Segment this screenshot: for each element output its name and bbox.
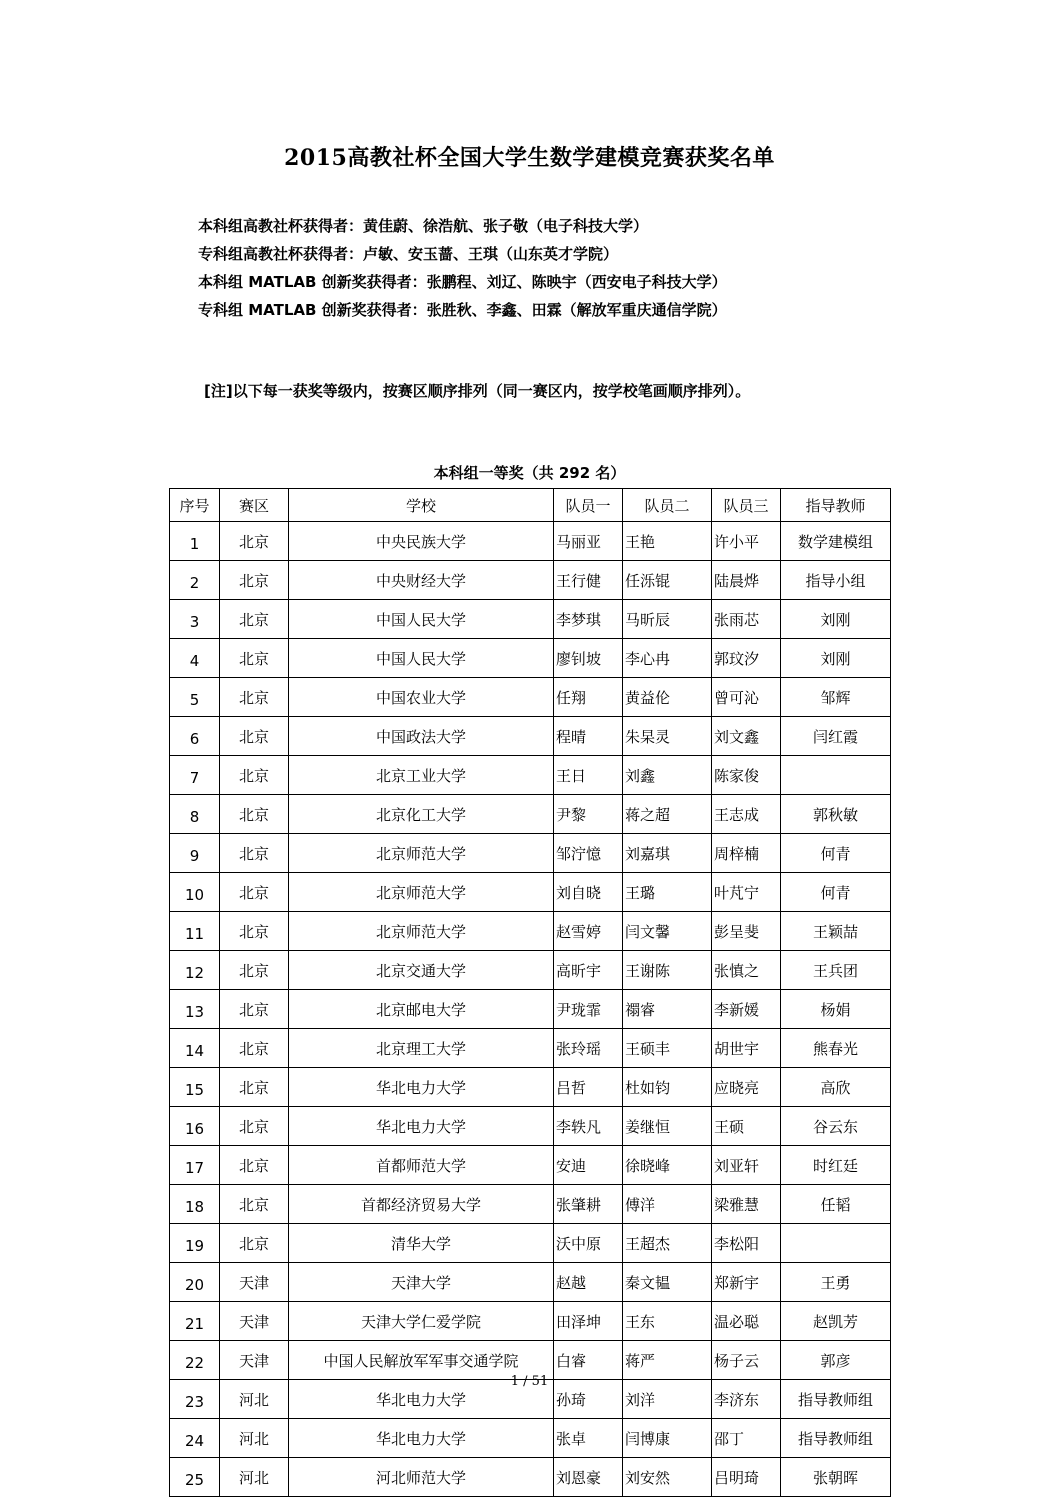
- cell-member-3: 梁雅慧: [712, 1185, 781, 1224]
- cell-member-2: 蒋之超: [623, 795, 712, 834]
- cell-member-1: 任翔: [554, 678, 623, 717]
- cell-member-1: 邹泞憶: [554, 834, 623, 873]
- cell-index: 9: [170, 834, 220, 873]
- cell-member-2: 王东: [623, 1302, 712, 1341]
- cell-advisor: 张朝晖: [781, 1458, 891, 1497]
- cell-region: 北京: [220, 951, 289, 990]
- cell-region: 北京: [220, 795, 289, 834]
- cell-index: 14: [170, 1029, 220, 1068]
- cell-member-3: 李松阳: [712, 1224, 781, 1263]
- cell-school: 中国政法大学: [289, 717, 554, 756]
- cell-member-1: 赵越: [554, 1263, 623, 1302]
- cell-index: 13: [170, 990, 220, 1029]
- cell-index: 4: [170, 639, 220, 678]
- cell-index: 17: [170, 1146, 220, 1185]
- cell-index: 21: [170, 1302, 220, 1341]
- cell-region: 河北: [220, 1458, 289, 1497]
- cell-member-2: 李心冉: [623, 639, 712, 678]
- cell-member-1: 王行健: [554, 561, 623, 600]
- cell-member-3: 王硕: [712, 1107, 781, 1146]
- header-member-2: 队员二: [623, 489, 712, 522]
- cell-region: 天津: [220, 1263, 289, 1302]
- cell-region: 北京: [220, 1146, 289, 1185]
- cell-member-2: 王璐: [623, 873, 712, 912]
- cell-member-3: 应晓亮: [712, 1068, 781, 1107]
- cell-member-1: 李梦琪: [554, 600, 623, 639]
- page-number: 1 / 51: [510, 1374, 549, 1389]
- cell-member-3: 刘亚轩: [712, 1146, 781, 1185]
- cell-school: 北京交通大学: [289, 951, 554, 990]
- cell-index: 19: [170, 1224, 220, 1263]
- cell-member-2: 姜继恒: [623, 1107, 712, 1146]
- cell-member-1: 沃中原: [554, 1224, 623, 1263]
- cell-member-2: 闫博康: [623, 1419, 712, 1458]
- cell-member-1: 高昕宇: [554, 951, 623, 990]
- cell-member-3: 胡世宇: [712, 1029, 781, 1068]
- cell-member-3: 邵丁: [712, 1419, 781, 1458]
- cell-school: 北京师范大学: [289, 912, 554, 951]
- cell-member-1: 尹珑霏: [554, 990, 623, 1029]
- cell-member-2: 禤睿: [623, 990, 712, 1029]
- table-row: [170, 756, 891, 795]
- table-row: [170, 600, 891, 639]
- header-region: 赛区: [220, 489, 289, 522]
- cell-member-1: 吕哲: [554, 1068, 623, 1107]
- cell-school: 中国农业大学: [289, 678, 554, 717]
- table-caption: 本科组一等奖（共 292 名）: [433, 464, 626, 482]
- award-line-undergrad-matlab: 本科组 MATLAB 创新奖获得者：张鹏程、刘辽、陈映宇（西安电子科技大学）: [198, 273, 727, 291]
- cell-member-3: 曾可沁: [712, 678, 781, 717]
- cell-member-3: 李新媛: [712, 990, 781, 1029]
- cell-region: 北京: [220, 1185, 289, 1224]
- cell-region: 北京: [220, 600, 289, 639]
- cell-index: 6: [170, 717, 220, 756]
- cell-member-2: 刘鑫: [623, 756, 712, 795]
- cell-advisor: 王勇: [781, 1263, 891, 1302]
- cell-region: 河北: [220, 1419, 289, 1458]
- cell-index: 22: [170, 1341, 220, 1380]
- cell-index: 24: [170, 1419, 220, 1458]
- table-row: [170, 522, 891, 561]
- cell-advisor: 赵凯芳: [781, 1302, 891, 1341]
- table-row: [170, 1224, 891, 1263]
- page-title: 2015高教社杯全国大学生数学建模竞赛获奖名单: [284, 145, 775, 171]
- cell-advisor: 杨娟: [781, 990, 891, 1029]
- cell-school: 天津大学仁爱学院: [289, 1302, 554, 1341]
- cell-member-1: 廖钊坡: [554, 639, 623, 678]
- cell-school: 北京理工大学: [289, 1029, 554, 1068]
- cell-advisor: 何青: [781, 873, 891, 912]
- table-row: [170, 1263, 891, 1302]
- cell-member-1: 刘自晓: [554, 873, 623, 912]
- cell-school: 北京师范大学: [289, 834, 554, 873]
- cell-member-1: 王日: [554, 756, 623, 795]
- table-row: [170, 1458, 891, 1497]
- cell-region: 北京: [220, 873, 289, 912]
- cell-index: 23: [170, 1380, 220, 1419]
- table-row: [170, 873, 891, 912]
- ordering-note: [注]以下每一获奖等级内，按赛区顺序排列（同一赛区内，按学校笔画顺序排列）。: [204, 382, 751, 400]
- cell-advisor: 邹辉: [781, 678, 891, 717]
- cell-member-2: 闫文馨: [623, 912, 712, 951]
- table-row: [170, 561, 891, 600]
- cell-advisor: 熊春光: [781, 1029, 891, 1068]
- header-member-1: 队员一: [554, 489, 623, 522]
- cell-school: 华北电力大学: [289, 1419, 554, 1458]
- cell-school: 河北师范大学: [289, 1458, 554, 1497]
- table-row: [170, 1029, 891, 1068]
- cell-region: 北京: [220, 1029, 289, 1068]
- cell-region: 北京: [220, 1107, 289, 1146]
- cell-region: 天津: [220, 1302, 289, 1341]
- cell-member-3: 郑新宇: [712, 1263, 781, 1302]
- cell-member-1: 李轶凡: [554, 1107, 623, 1146]
- cell-advisor: 指导教师组: [781, 1380, 891, 1419]
- cell-member-2: 刘嘉琪: [623, 834, 712, 873]
- header-school: 学校: [289, 489, 554, 522]
- cell-member-2: 秦文韫: [623, 1263, 712, 1302]
- table-row: [170, 1107, 891, 1146]
- table-row: [170, 1068, 891, 1107]
- header-advisor: 指导教师: [781, 489, 891, 522]
- cell-advisor: 刘刚: [781, 639, 891, 678]
- cell-index: 12: [170, 951, 220, 990]
- cell-index: 10: [170, 873, 220, 912]
- cell-region: 北京: [220, 561, 289, 600]
- cell-member-3: 许小平: [712, 522, 781, 561]
- cell-advisor: 指导教师组: [781, 1419, 891, 1458]
- table-row: [170, 1419, 891, 1458]
- table-header-row: [170, 489, 891, 522]
- cell-member-2: 黄益伦: [623, 678, 712, 717]
- cell-index: 3: [170, 600, 220, 639]
- cell-member-2: 王谢陈: [623, 951, 712, 990]
- award-winners-list: [198, 212, 727, 324]
- cell-advisor: 郭秋敏: [781, 795, 891, 834]
- cell-index: 8: [170, 795, 220, 834]
- cell-advisor: 高欣: [781, 1068, 891, 1107]
- cell-advisor: 何青: [781, 834, 891, 873]
- cell-region: 北京: [220, 522, 289, 561]
- first-prize-table: [169, 488, 891, 1497]
- cell-school: 北京师范大学: [289, 873, 554, 912]
- cell-school: 中央财经大学: [289, 561, 554, 600]
- cell-school: 华北电力大学: [289, 1380, 554, 1419]
- cell-region: 北京: [220, 912, 289, 951]
- cell-member-2: 徐晓峰: [623, 1146, 712, 1185]
- cell-index: 20: [170, 1263, 220, 1302]
- cell-school: 首都师范大学: [289, 1146, 554, 1185]
- cell-member-2: 马昕辰: [623, 600, 712, 639]
- cell-advisor: [781, 1224, 891, 1263]
- award-line-undergrad-cup: 本科组高教社杯获得者：黄佳蔚、徐浩航、张子敬（电子科技大学）: [198, 217, 649, 235]
- cell-member-1: 刘恩豪: [554, 1458, 623, 1497]
- cell-region: 北京: [220, 990, 289, 1029]
- cell-region: 河北: [220, 1380, 289, 1419]
- cell-member-3: 吕明琦: [712, 1458, 781, 1497]
- cell-member-1: 张卓: [554, 1419, 623, 1458]
- cell-school: 清华大学: [289, 1224, 554, 1263]
- cell-school: 北京邮电大学: [289, 990, 554, 1029]
- table-row: [170, 1185, 891, 1224]
- cell-member-1: 田泽坤: [554, 1302, 623, 1341]
- cell-member-2: 任泺锟: [623, 561, 712, 600]
- cell-member-2: 王硕丰: [623, 1029, 712, 1068]
- cell-member-3: 李济东: [712, 1380, 781, 1419]
- cell-member-1: 安迪: [554, 1146, 623, 1185]
- cell-member-3: 杨子云: [712, 1341, 781, 1380]
- cell-member-2: 刘安然: [623, 1458, 712, 1497]
- cell-index: 7: [170, 756, 220, 795]
- cell-advisor: 刘刚: [781, 600, 891, 639]
- cell-school: 天津大学: [289, 1263, 554, 1302]
- cell-school: 中国人民大学: [289, 639, 554, 678]
- cell-advisor: 王兵团: [781, 951, 891, 990]
- table-row: [170, 1146, 891, 1185]
- cell-index: 16: [170, 1107, 220, 1146]
- cell-advisor: 谷云东: [781, 1107, 891, 1146]
- cell-region: 北京: [220, 639, 289, 678]
- cell-member-2: 王超杰: [623, 1224, 712, 1263]
- cell-advisor: 时红廷: [781, 1146, 891, 1185]
- cell-region: 北京: [220, 678, 289, 717]
- cell-member-1: 程晴: [554, 717, 623, 756]
- cell-member-3: 陆晨烨: [712, 561, 781, 600]
- cell-advisor: 闫红霞: [781, 717, 891, 756]
- cell-member-3: 郭玟汐: [712, 639, 781, 678]
- cell-member-2: 杜如钧: [623, 1068, 712, 1107]
- cell-region: 北京: [220, 1068, 289, 1107]
- cell-member-1: 张玲瑶: [554, 1029, 623, 1068]
- cell-school: 中国人民解放军军事交通学院: [289, 1341, 554, 1380]
- cell-member-3: 叶芃宁: [712, 873, 781, 912]
- cell-index: 15: [170, 1068, 220, 1107]
- cell-advisor: 指导小组: [781, 561, 891, 600]
- cell-member-2: 蒋严: [623, 1341, 712, 1380]
- table-row: [170, 717, 891, 756]
- cell-advisor: 郭彦: [781, 1341, 891, 1380]
- cell-index: 11: [170, 912, 220, 951]
- cell-region: 北京: [220, 717, 289, 756]
- cell-member-2: 傅洋: [623, 1185, 712, 1224]
- cell-school: 首都经济贸易大学: [289, 1185, 554, 1224]
- table-row: [170, 912, 891, 951]
- cell-member-1: 尹黎: [554, 795, 623, 834]
- table-row: [170, 951, 891, 990]
- cell-school: 中国人民大学: [289, 600, 554, 639]
- cell-school: 中央民族大学: [289, 522, 554, 561]
- cell-member-3: 周梓楠: [712, 834, 781, 873]
- table-row: [170, 795, 891, 834]
- cell-member-1: 张肇耕: [554, 1185, 623, 1224]
- cell-member-3: 张慎之: [712, 951, 781, 990]
- cell-region: 北京: [220, 1224, 289, 1263]
- cell-member-3: 王志成: [712, 795, 781, 834]
- cell-member-1: 赵雪婷: [554, 912, 623, 951]
- award-line-college-matlab: 专科组 MATLAB 创新奖获得者：张胜秋、李鑫、田霖（解放军重庆通信学院）: [198, 301, 727, 319]
- cell-member-2: 王艳: [623, 522, 712, 561]
- cell-member-3: 彭呈斐: [712, 912, 781, 951]
- cell-school: 华北电力大学: [289, 1107, 554, 1146]
- cell-member-1: 马丽亚: [554, 522, 623, 561]
- cell-advisor: 任韬: [781, 1185, 891, 1224]
- table-row: [170, 678, 891, 717]
- header-index: 序号: [170, 489, 220, 522]
- table-row: [170, 834, 891, 873]
- award-line-college-cup: 专科组高教社杯获得者：卢敏、安玉蔷、王琪（山东英才学院）: [198, 245, 619, 263]
- cell-member-2: 朱杲灵: [623, 717, 712, 756]
- cell-member-1: 白睿: [554, 1341, 623, 1380]
- cell-member-3: 温必聪: [712, 1302, 781, 1341]
- cell-index: 5: [170, 678, 220, 717]
- cell-member-1: 孙琦: [554, 1380, 623, 1419]
- cell-school: 华北电力大学: [289, 1068, 554, 1107]
- cell-index: 1: [170, 522, 220, 561]
- cell-school: 北京工业大学: [289, 756, 554, 795]
- cell-member-3: 刘文鑫: [712, 717, 781, 756]
- cell-index: 2: [170, 561, 220, 600]
- table-row: [170, 639, 891, 678]
- cell-school: 北京化工大学: [289, 795, 554, 834]
- cell-region: 北京: [220, 834, 289, 873]
- header-member-3: 队员三: [712, 489, 781, 522]
- table-row: [170, 1302, 891, 1341]
- cell-region: 北京: [220, 756, 289, 795]
- cell-advisor: 王颖喆: [781, 912, 891, 951]
- cell-member-3: 张雨芯: [712, 600, 781, 639]
- cell-index: 25: [170, 1458, 220, 1497]
- cell-member-3: 陈家俊: [712, 756, 781, 795]
- table-row: [170, 990, 891, 1029]
- cell-region: 天津: [220, 1341, 289, 1380]
- table-body: [170, 522, 891, 1497]
- cell-index: 18: [170, 1185, 220, 1224]
- cell-advisor: 数学建模组: [781, 522, 891, 561]
- cell-advisor: [781, 756, 891, 795]
- cell-member-2: 刘洋: [623, 1380, 712, 1419]
